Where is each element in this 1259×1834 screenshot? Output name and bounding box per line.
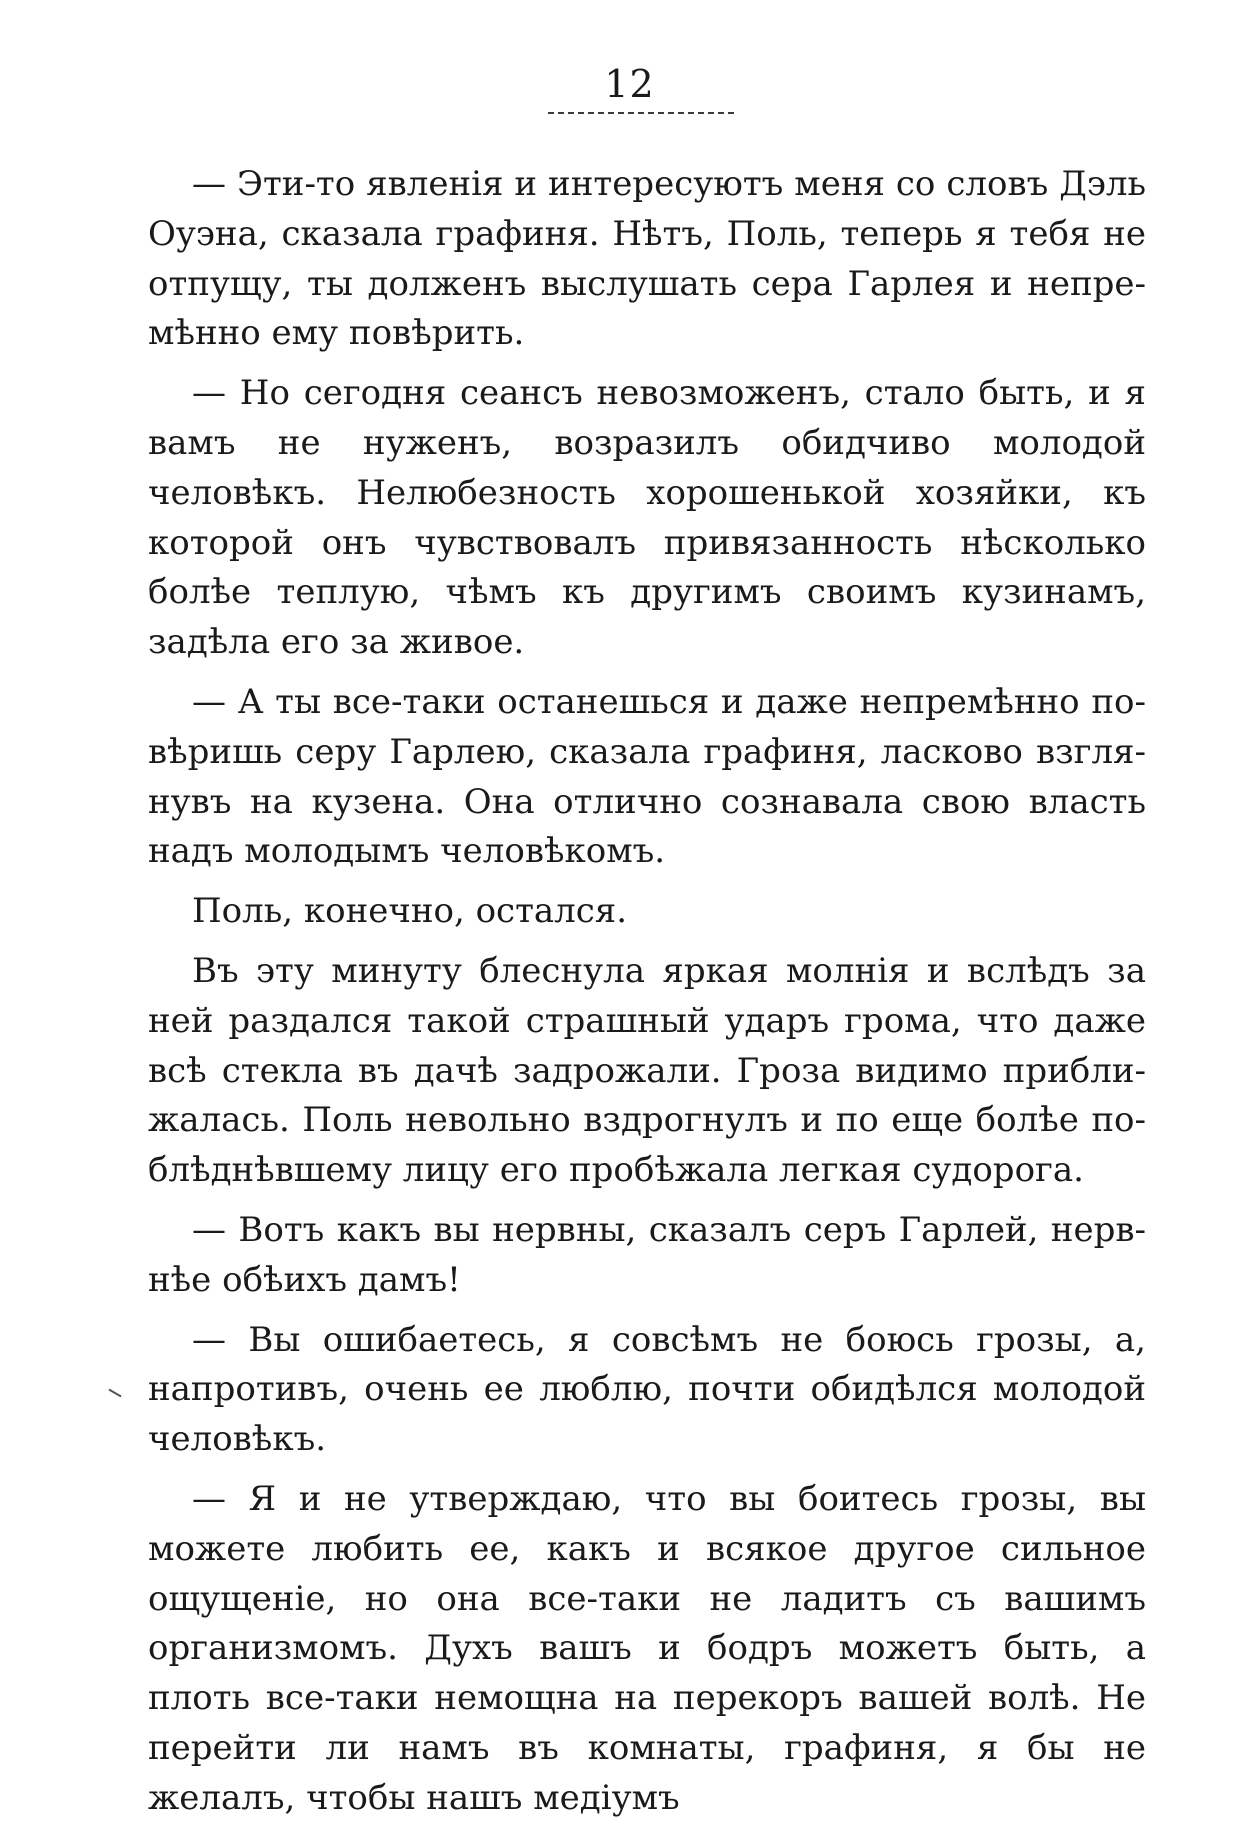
paragraph: — Эти-то явленія и интересуютъ меня со словъ Дэль Оуэна, сказала графиня. Нѣтъ, Поль, теперь я тебя не отпущу, ты долженъ выслушать сера Гарлея и непремѣнно ему повѣрить. bbox=[148, 164, 1146, 354]
paragraph: Поль, конечно, остался. bbox=[192, 891, 628, 932]
margin-mark bbox=[108, 1389, 121, 1398]
header-rule bbox=[548, 112, 734, 114]
paragraph: — Но сегодня сеансъ невозможенъ, стало быть, и я вамъ не нуженъ, возразилъ обидчиво молодой человѣкъ. Нелюбезность хорошенькой хозяйки, къ которой онъ чувствовалъ привязанность нѣсколько болѣе теплую, чѣмъ къ другимъ своимъ кузинамъ, задѣла его за живое. bbox=[148, 373, 1146, 663]
paragraph: — Вотъ какъ вы нервны, сказалъ серъ Гарлей, нервнѣе обѣихъ дамъ! bbox=[148, 1209, 1146, 1300]
paragraph: — Я и не утверждаю, что вы боитесь грозы, вы можете любить ее, какъ и всякое другое сильное ощущеніе, но она все-таки не ладитъ съ вашимъ организмомъ. Духъ вашъ и бодръ можетъ быть, а плоть все-таки немощна на перекоръ вашей волѣ. Не перейти ли намъ въ комнаты, графиня, я бы не желалъ, чтобы нашъ медіумъ bbox=[148, 1478, 1146, 1818]
paragraph: Въ эту минуту блеснула яркая молнія и вслѣдъ за ней раздался такой страшный ударъ грома, что даже всѣ стекла въ дачѣ задрожали. Гроза видимо приближалась. Поль невольно вздрогнулъ и по еще болѣе поблѣднѣвшему лицу его пробѣжала легкая судорога. bbox=[148, 950, 1146, 1191]
page-number: 12 bbox=[604, 62, 655, 106]
body-text bbox=[148, 160, 1146, 1834]
paragraph: — Вы ошибаетесь, я совсѣмъ не боюсь грозы, а, напротивъ, очень ее люблю, почти обидѣлся молодой человѣкъ. bbox=[148, 1319, 1146, 1460]
paragraph: — А ты все-таки останешься и даже непремѣнно повѣришь серу Гарлею, сказала графиня, ласково взглянувъ на кузена. Она отлично сознавала свою власть надъ молодымъ человѣкомъ. bbox=[148, 681, 1146, 872]
